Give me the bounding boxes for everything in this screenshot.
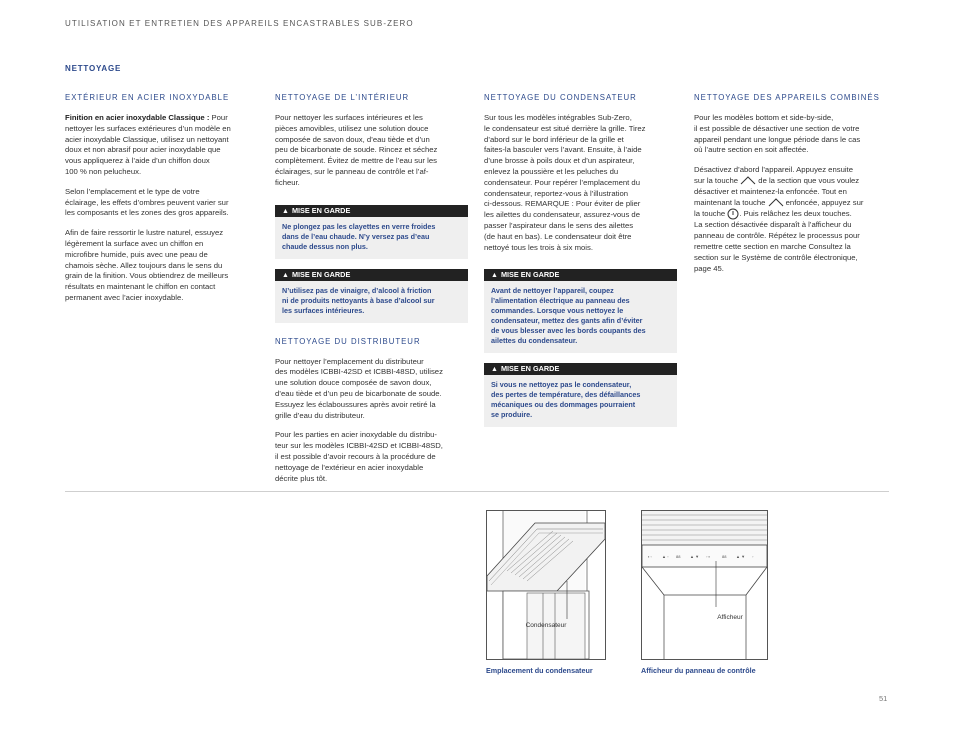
- warning-body: Avant de nettoyer l’appareil, coupez l’alimentation électrique au panneau des commandes. Lorsque vous nettoyez le condensateur, mettez des gants afin d’éviter de vous blesser avec les bords coupants des ailettes du condensateur.: [491, 286, 646, 346]
- svg-text:▲ ▼: ▲ ▼: [736, 554, 746, 559]
- condenser-label: Condensateur: [525, 622, 567, 629]
- warning-box-glass-shelves: [275, 205, 468, 259]
- warning-body: N’utilisez pas de vinaigre, d’alcool à friction ni de produits nettoyants à base d’alcool sur les surfaces intérieures.: [282, 285, 435, 315]
- page-number: 51: [879, 694, 888, 703]
- svg-text:▪ ◦: ▪ ◦: [648, 554, 652, 559]
- display-label: Afficheur: [717, 614, 743, 621]
- classic-finish-lead: Finition en acier inoxydable Classique :: [65, 113, 212, 122]
- heading-stainless-exterior: EXTÉRIEUR EN ACIER INOXYDABLE: [65, 93, 230, 102]
- warning-triangle-icon: ▲: [282, 271, 289, 279]
- warning-box-damage: [484, 363, 677, 427]
- heading-condenser-cleaning: NETTOYAGE DU CONDENSATEUR: [484, 93, 637, 102]
- column-condenser-cleaning: [484, 93, 677, 437]
- display-illustration: [642, 511, 767, 659]
- figure-condenser-location: [486, 510, 606, 660]
- running-head: UTILISATION ET ENTRETIEN DES APPAREILS ENCASTRABLES SUB-ZERO: [65, 19, 414, 28]
- warning-box-vinegar: [275, 269, 468, 323]
- warning-box-power-off: [484, 269, 677, 353]
- condenser-illustration: [487, 511, 605, 659]
- caption-condenser-location: Emplacement du condensateur: [486, 666, 593, 675]
- paragraph-lighting: Selon l’emplacement et le type de votre éclairage, les effets d’ombres peuvent varier sur les composants et les zones des gros appareils.: [65, 186, 229, 218]
- heading-combined-units: NETTOYAGE DES APPAREILS COMBINÉS: [694, 93, 880, 102]
- warning-title: ▲ MISE EN GARDE: [275, 205, 468, 217]
- column-combined-units: [694, 93, 892, 283]
- section-title: NETTOYAGE: [65, 64, 122, 73]
- paragraph-combined-intro: Pour les modèles bottom et side-by-side, il est possible de désactiver une section de votre appareil pendant une longue période dans le cas où l’autre section en soit affectée.: [694, 113, 861, 155]
- warning-title: ▲ MISE EN GARDE: [275, 269, 468, 281]
- warning-body: Ne plongez pas les clayettes en verre froides dans de l’eau chaude. N’y versez pas d’eau chaude dessus non plus.: [282, 221, 436, 251]
- warning-title: ▲ MISE EN GARDE: [484, 363, 677, 375]
- paragraph-dispenser-steel: Pour les parties en acier inoxydable du distribu- teur sur les modèles ICBBI-42SD et ICBBI-48SD, il est possible d’avoir recours à la procédure de nettoyage de l’extérieur en acier inoxydable décrite plus tôt.: [275, 430, 443, 483]
- svg-text:▲ ▼: ▲ ▼: [690, 554, 700, 559]
- paragraph-luster: Afin de faire ressortir le lustre naturel, essuyez légèrement la surface avec un chiffon en microfibre humide, puis avec une peau de chamois sèche. Allez toujours dans le sens du grain de la finition. Vous obtiendrez de meilleurs résultats en maintenant le chiffon en contact permanent avec l’acier inoxydable.: [65, 228, 229, 302]
- column-stainless-exterior: [65, 93, 265, 313]
- horizontal-divider: [65, 491, 889, 492]
- warning-triangle-icon: ▲: [491, 272, 498, 280]
- power-key-icon: [727, 208, 739, 220]
- svg-text:▲ ◦: ▲ ◦: [662, 554, 669, 559]
- warning-title: ▲ MISE EN GARDE: [484, 269, 677, 281]
- paragraph-classic-finish: [65, 113, 265, 178]
- paragraph-condenser: Sur tous les modèles intégrables Sub-Zero, le condensateur est situé derrière la grille. Tirez d’abord sur le bord inférieur de la grille et faites-la basculer vers l’avant. Ensuite, à l’aide d’une brosse à poils doux et d’un aspirateur, enlevez la poussière et les peluches du condensateur. Pour repérer l’emplacement du condensateur, reportez-vous à l’illustration ci-dessous. REMARQUE : Pour éviter de plier les ailettes du condensateur, assurez-vous de passer l’aspirateur dans le sens des ailettes (de haut en bas). Le condensateur doit être nettoyé tous les trois à six mois.: [484, 113, 646, 252]
- svg-text:88: 88: [676, 554, 681, 559]
- classic-finish-text: Pour nettoyer les surfaces extérieures d’un modèle en acier inoxydable Classique, utilisez un nettoyant doux et non abrasif pour acier inoxydable que vous appliquerez à l’aide d’un chiffon doux 100 % non pelucheux.: [65, 113, 231, 176]
- caption-control-panel-display: Afficheur du panneau de contrôle: [641, 666, 756, 675]
- svg-text:88: 88: [722, 554, 727, 559]
- column-interior-cleaning: [275, 93, 468, 493]
- warning-body: Si vous ne nettoyez pas le condensateur, des pertes de température, des défaillances mécaniques ou des dommages pourraient se produire.: [491, 380, 641, 420]
- heading-interior-cleaning: NETTOYAGE DE L’INTÉRIEUR: [275, 93, 410, 102]
- up-arrow-key-icon: [740, 176, 756, 185]
- heading-dispenser-cleaning: NETTOYAGE DU DISTRIBUTEUR: [275, 336, 421, 346]
- warning-triangle-icon: ▲: [491, 366, 498, 374]
- paragraph-combined-steps: Désactivez d’abord l’appareil. Appuyez ensuite sur la touche de la section que vous voulez désactiver et maintenez-la enfoncée. Tout en maintenant la touche enfoncée, appuyez sur la touche . Puis relâchez les deux touches. La section désactivée disparaît à l’afficheur du panneau de contrôle. Répétez le processus pour remettre cette section en marche Consultez la section sur le Système de contrôle électronique, page 45.: [694, 165, 864, 273]
- svg-text:◦: ◦: [752, 554, 754, 559]
- figure-control-panel-display: [641, 510, 768, 660]
- up-arrow-key-icon: [768, 198, 784, 207]
- paragraph-dispenser: Pour nettoyer l’emplacement du distributeur des modèles ICBBI-42SD et ICBBI-48SD, utilisez une solution douce composée de savon doux, d’eau tiède et d’un peu de bicarbonate de soude. Essuyez les éclaboussures après avoir retiré la grille d’eau du distributeur.: [275, 356, 443, 420]
- warning-triangle-icon: ▲: [282, 207, 289, 215]
- svg-text:◦ ▪: ◦ ▪: [706, 554, 710, 559]
- paragraph-interior: Pour nettoyer les surfaces intérieures et les pièces amovibles, utilisez une solution douce composée de savon doux, d’eau tiède et d’un peu de bicarbonate de soude. Rincez et séchez complètement. Évitez de mettre de l’eau sur les éclairages, sur le panneau de contrôle et l’af- ficheur.: [275, 113, 438, 187]
